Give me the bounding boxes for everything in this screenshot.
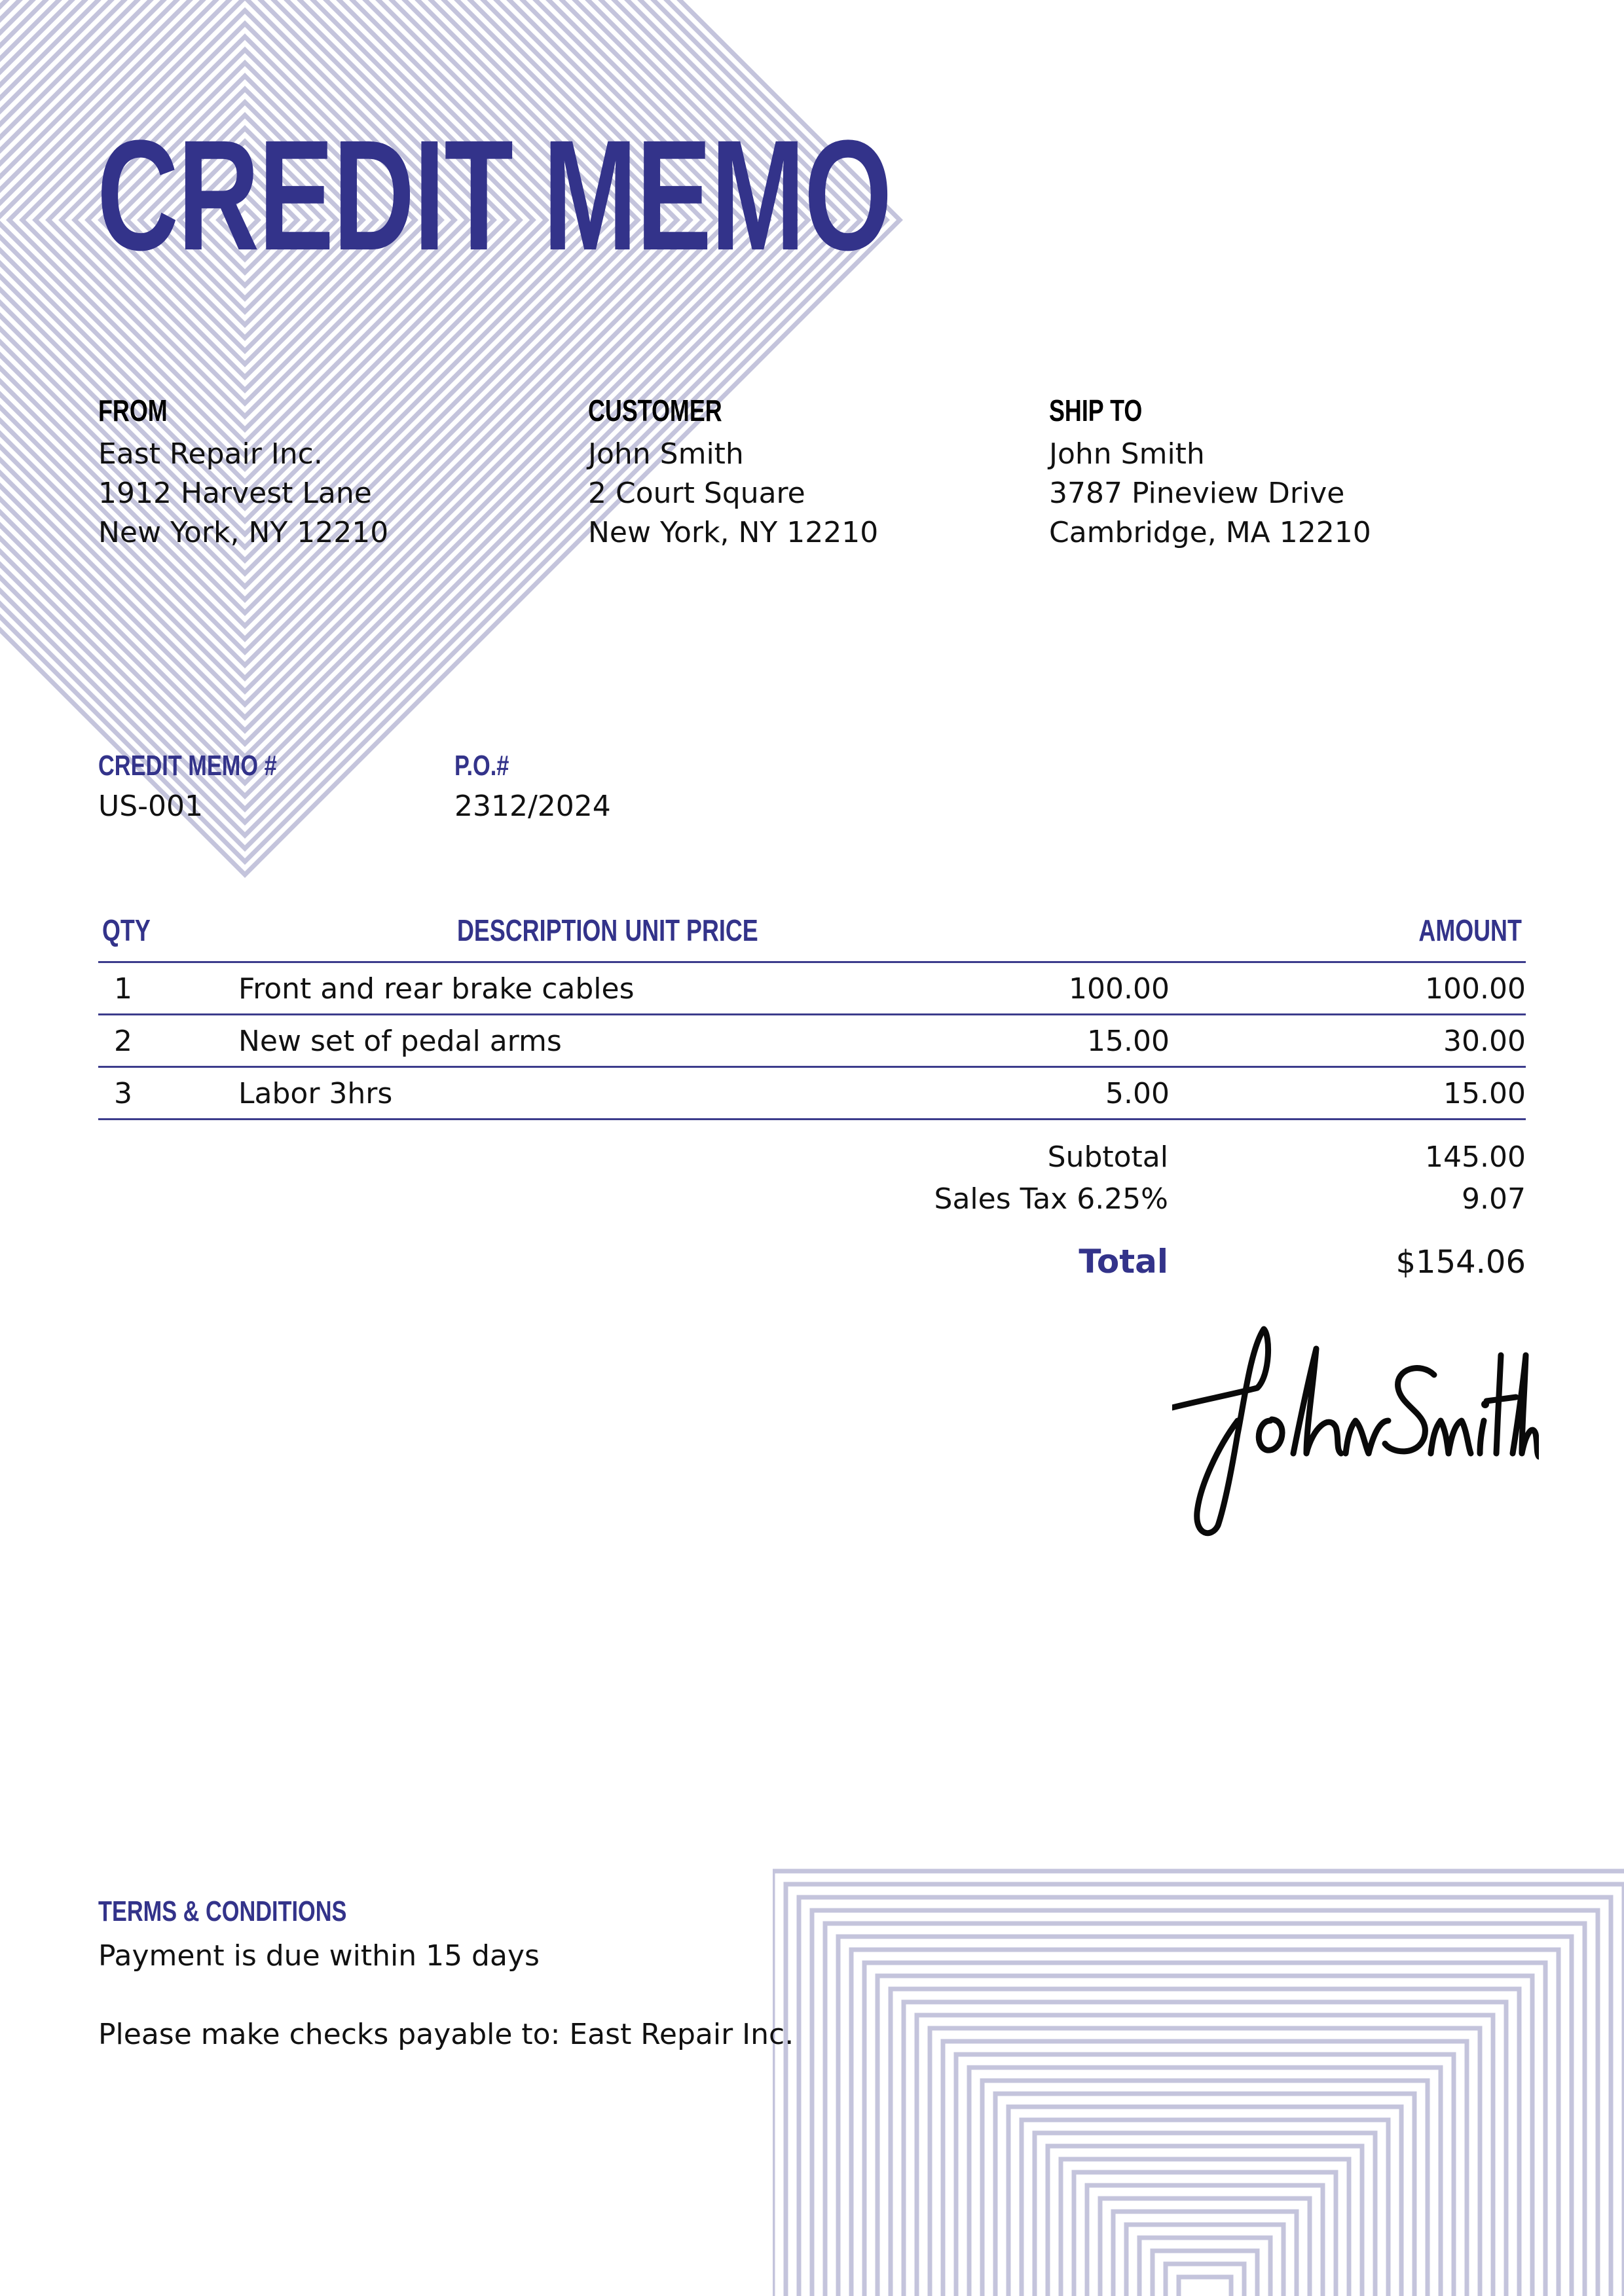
memo-number-value: US-001 — [98, 790, 203, 823]
description-header: DESCRIPTION — [457, 913, 618, 947]
total-label: Total — [1079, 1243, 1168, 1281]
terms-line: Please make checks payable to: East Repair Inc. — [98, 2018, 794, 2051]
qty-header: QTY — [102, 913, 151, 947]
table-rule — [98, 1066, 1526, 1068]
row-amount: 30.00 — [1443, 1025, 1526, 1058]
sales-tax-value: 9.07 — [1462, 1182, 1526, 1216]
ship-to-line: Cambridge, MA 12210 — [1049, 516, 1371, 549]
row-amount: 100.00 — [1425, 972, 1526, 1006]
from-label: FROM — [98, 393, 168, 428]
customer-line: 2 Court Square — [588, 477, 805, 510]
table-row — [98, 964, 1526, 1014]
from-block — [98, 395, 388, 553]
po-number-label: P.O.# — [454, 750, 509, 782]
page-title: CREDIT MEMO — [97, 107, 891, 283]
row-unit-price: 5.00 — [1105, 1077, 1170, 1110]
row-qty: 2 — [114, 1025, 132, 1058]
memo-number-block — [98, 752, 327, 825]
row-description: Front and rear brake cables — [238, 972, 635, 1006]
unit-price-header: UNIT PRICE — [625, 913, 758, 947]
terms-label: TERMS & CONDITIONS — [98, 1895, 347, 1927]
row-amount: 15.00 — [1443, 1077, 1526, 1110]
ship-to-block — [1049, 395, 1371, 553]
po-number-value: 2312/2024 — [454, 790, 611, 823]
customer-label: CUSTOMER — [588, 393, 722, 428]
ship-to-label: SHIP TO — [1049, 393, 1143, 428]
row-qty: 3 — [114, 1077, 132, 1110]
subtotal-value: 145.00 — [1425, 1140, 1526, 1174]
customer-line: New York, NY 12210 — [588, 516, 879, 549]
terms-line: Payment is due within 15 days — [98, 1939, 540, 1973]
row-description: New set of pedal arms — [238, 1025, 562, 1058]
customer-line: John Smith — [588, 437, 744, 471]
table-row — [98, 1017, 1526, 1066]
items-table-header — [98, 915, 1526, 962]
table-rule — [98, 1118, 1526, 1120]
from-line: 1912 Harvest Lane — [98, 477, 372, 510]
row-qty: 1 — [114, 972, 132, 1006]
row-description: Labor 3hrs — [238, 1077, 393, 1110]
table-rule — [98, 1013, 1526, 1015]
table-row — [98, 1069, 1526, 1119]
row-unit-price: 100.00 — [1069, 972, 1170, 1006]
signature — [1172, 1322, 1539, 1539]
from-line: East Repair Inc. — [98, 437, 323, 471]
ship-to-line: John Smith — [1049, 437, 1205, 471]
sales-tax-label: Sales Tax 6.25% — [934, 1182, 1168, 1216]
ship-to-line: 3787 Pineview Drive — [1049, 477, 1345, 510]
table-rule — [98, 961, 1526, 963]
customer-block — [588, 395, 878, 553]
memo-number-label: CREDIT MEMO # — [98, 750, 277, 782]
total-value: $154.06 — [1395, 1244, 1526, 1281]
row-unit-price: 15.00 — [1087, 1025, 1170, 1058]
amount-header: AMOUNT — [1418, 913, 1522, 947]
square-pattern-decoration — [773, 1867, 1624, 2296]
from-line: New York, NY 12210 — [98, 516, 389, 549]
po-number-block — [454, 752, 611, 825]
subtotal-label: Subtotal — [1047, 1140, 1168, 1174]
